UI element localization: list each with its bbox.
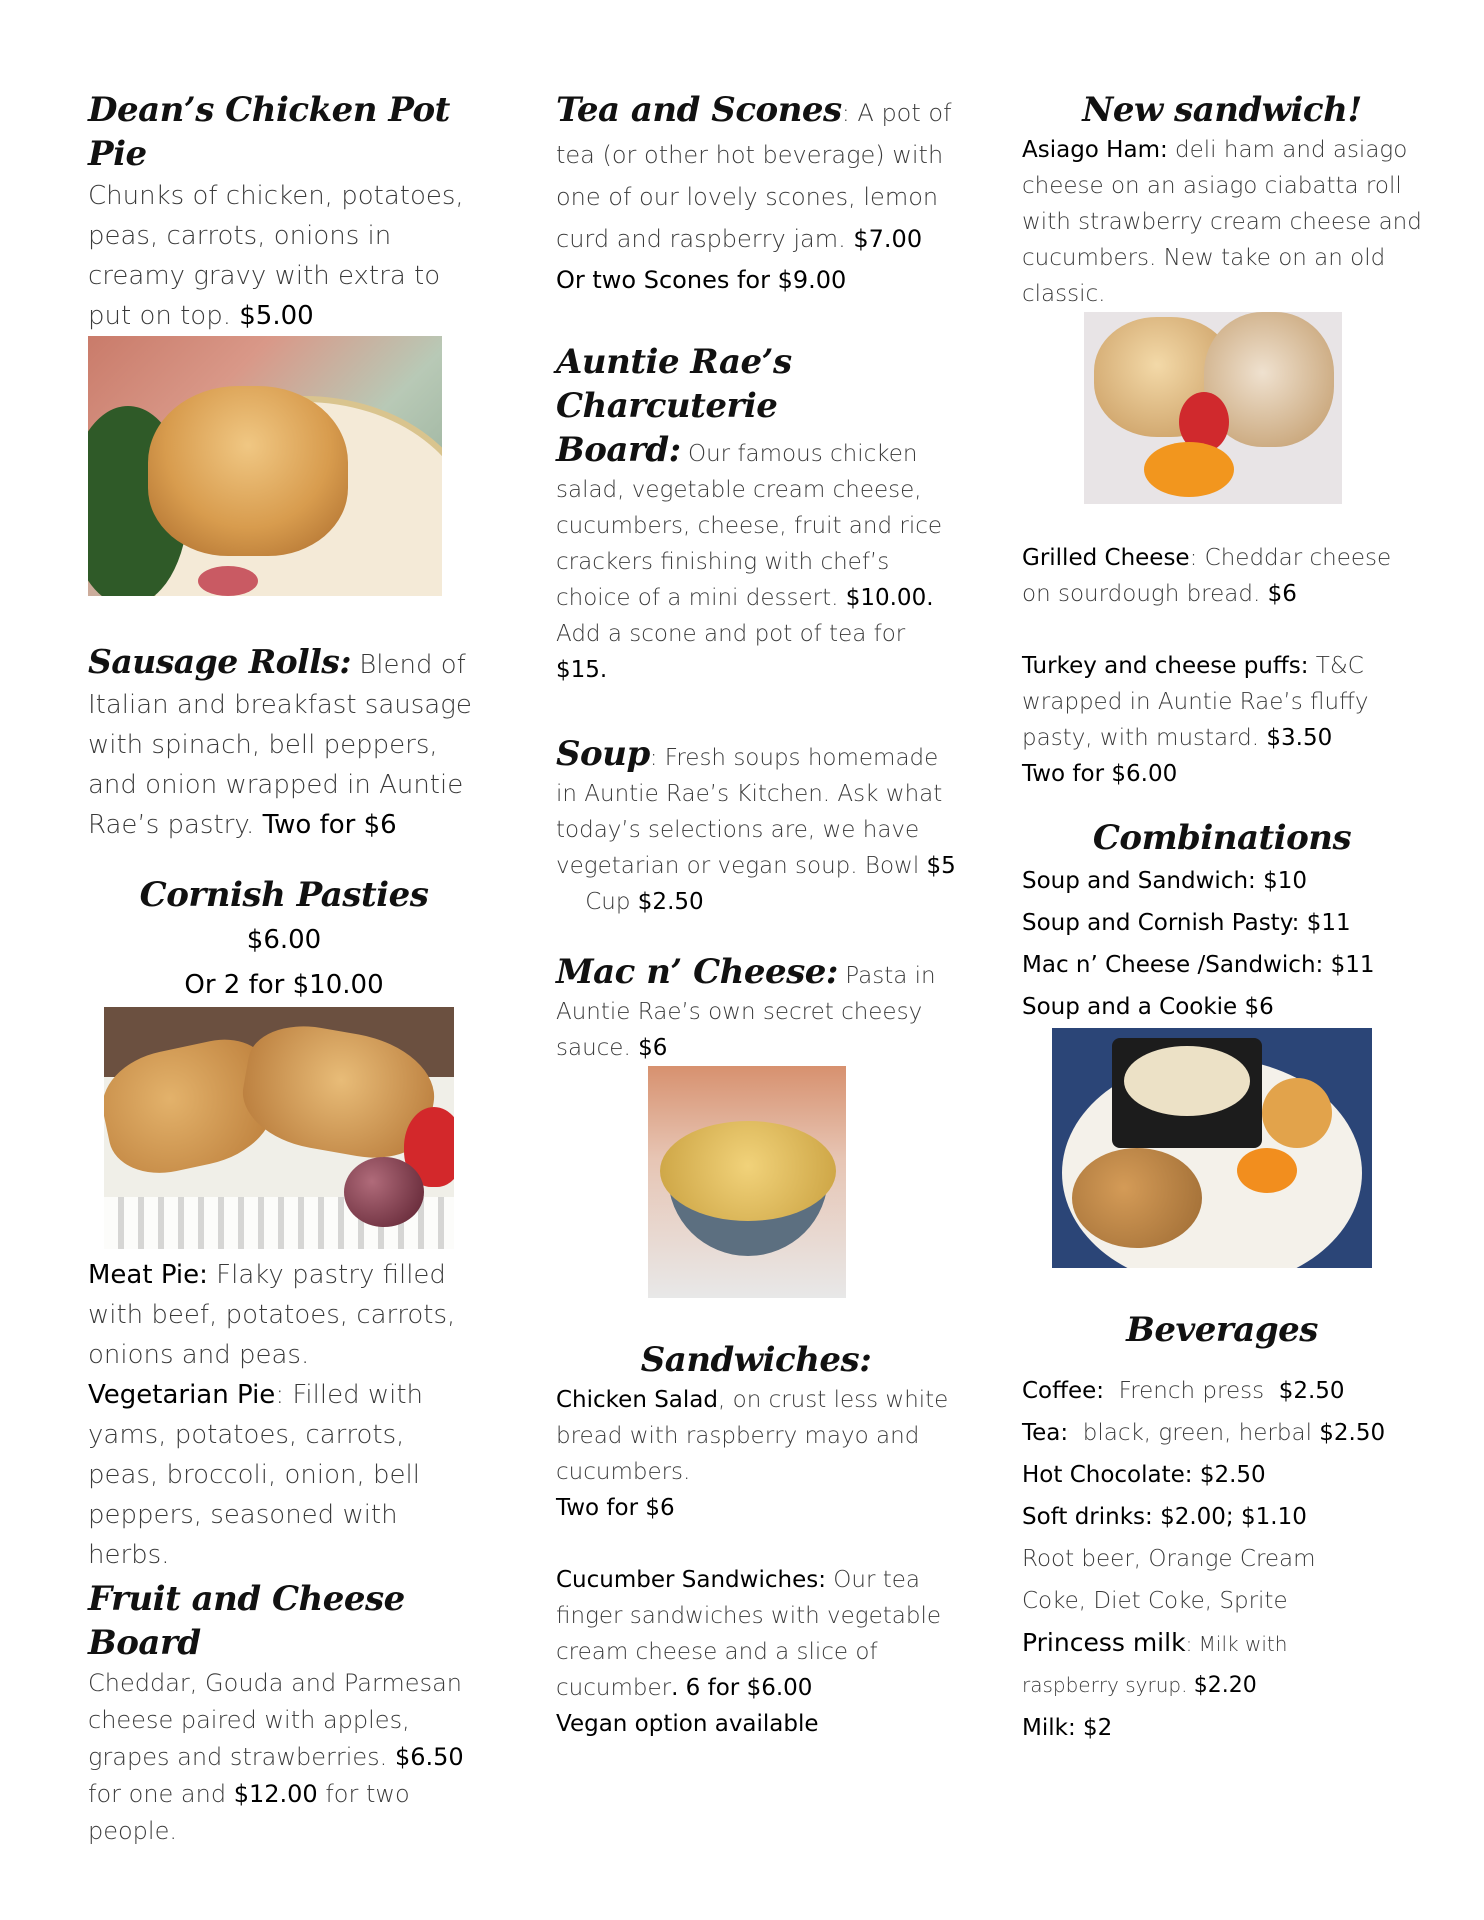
princess-milk-line: [1022, 1622, 1422, 1665]
sausage-price: Two for $6: [262, 810, 397, 840]
beverages-title: Beverages: [1126, 1310, 1318, 1350]
cornish-pasties-title: Cornish Pasties: [139, 875, 429, 915]
chicken-salad-name: Chicken Salad: [556, 1387, 718, 1413]
pot-pie-description: [88, 176, 480, 336]
pasta-shape: [660, 1121, 836, 1221]
cucumber-sandwich-name: Cucumber Sandwiches:: [556, 1567, 826, 1593]
soup-shape: [1124, 1046, 1250, 1116]
pot-pie-price: $5.00: [239, 301, 314, 331]
charcuterie-desc-2: Add a scone and pot of tea for: [556, 621, 906, 647]
combination-item: Mac n’ Cheese /Sandwich: $11: [1022, 952, 1375, 978]
column-1: [88, 88, 480, 1850]
cucumber-sandwich-price: . 6 for $6.00: [671, 1675, 813, 1701]
mac-cheese-title: Mac n’ Cheese:: [556, 952, 838, 992]
cucumber-sandwich-text: [556, 1562, 956, 1706]
cornish-pasty-photo: [104, 1007, 454, 1249]
princess-milk-name: Princess milk: [1022, 1628, 1186, 1657]
sausage-rolls-section: [88, 640, 480, 845]
princess-milk-desc: : Milk with: [1185, 1632, 1288, 1656]
combination-item: Soup and Cornish Pasty: $11: [1022, 910, 1351, 936]
asiago-ham-name: Asiago Ham:: [1022, 137, 1168, 163]
fruit-cheese-title: Fruit and Cheese Board: [88, 1579, 405, 1663]
orange-shape: [1237, 1148, 1297, 1193]
turkey-puffs-price-two: Two for $6.00: [1022, 761, 1178, 787]
grilled-cheese-price: $6: [1267, 581, 1297, 607]
milk-line: Milk: $2: [1022, 1715, 1113, 1741]
pot-pie-photo: [88, 336, 442, 596]
soft-drinks-line: [1022, 1496, 1422, 1538]
pot-pie-section: [88, 88, 480, 596]
mac-cheese-price: $6: [638, 1035, 668, 1061]
plate-flower-shape: [198, 566, 258, 596]
combination-item: Soup and Sandwich: $10: [1022, 868, 1307, 894]
tea-scones-text: [556, 88, 956, 260]
grilled-cheese-desc: : Cheddar cheese on sourdough bread.: [1022, 545, 1392, 607]
cookie-shape: [1072, 1148, 1202, 1248]
coffee-desc: French press: [1104, 1378, 1279, 1404]
turkey-puffs-name: Turkey and cheese puffs:: [1022, 653, 1309, 679]
sausage-rolls-title: Sausage Rolls:: [88, 642, 351, 681]
chicken-salad-text: [556, 1382, 956, 1490]
tea-scones-extra: Or two Scones for $9.00: [556, 266, 847, 294]
pot-pie-title: Dean’s Chicken Pot Pie: [88, 90, 450, 174]
soup-desc: : Fresh soups homemade in Auntie Rae’s Kitchen. Ask what today’s selections are, we have vegetarian or vegan soup. Bowl: [556, 745, 943, 879]
mac-cheese-photo: [648, 1066, 846, 1298]
meat-pie-text: [88, 1255, 480, 1375]
princess-milk-line-2: [1022, 1665, 1422, 1707]
soup-cup-label: Cup: [556, 889, 638, 915]
soup-text: [556, 732, 956, 920]
coffee-price: $2.50: [1278, 1378, 1345, 1404]
vegetarian-pie-text: [88, 1375, 480, 1575]
cornish-pasties-price: $6.00: [246, 925, 322, 955]
tea-scones-desc: : A pot of tea (or other hot beverage) with one of our lovely scones, lemon curd and raspberry jam.: [556, 99, 952, 253]
princess-milk-price: $2.20: [1193, 1673, 1257, 1698]
charcuterie-title: Auntie Rae’s Charcuterie: [556, 342, 792, 426]
tea-price: $2.50: [1319, 1420, 1386, 1446]
tea-desc: black, green, herbal: [1068, 1420, 1320, 1446]
sandwiches-title: Sandwiches:: [640, 1340, 872, 1380]
mac-cheese-desc: Pasta in Auntie Rae’s own secret cheesy sauce.: [556, 963, 936, 1061]
hot-chocolate-line: Hot Chocolate: $2.50: [1022, 1462, 1266, 1488]
charcuterie-price-2: $15.: [556, 657, 608, 683]
turkey-puffs-desc: T&C wrapped in Auntie Rae’s fluffy pasty, with mustard.: [1022, 653, 1369, 751]
fruit-cheese-desc-2: for one and: [88, 1780, 234, 1808]
chicken-salad-price: Two for $6: [556, 1495, 675, 1521]
muffin-shape: [1262, 1078, 1332, 1148]
soft-drinks-list: Root beer, Orange Cream: [1022, 1546, 1316, 1572]
orange-shape: [1144, 442, 1234, 497]
new-sandwich-title: New sandwich!: [1082, 90, 1362, 130]
meat-pie-desc: Flaky pastry filled with beef, potatoes, carrots, onions and peas.: [88, 1260, 456, 1370]
charcuterie-title-2: Board:: [556, 430, 681, 470]
cucumber-sandwich-desc: Our tea finger sandwiches with vegetable cream cheese and a slice of cucumber: [556, 1567, 941, 1701]
pie-crust-shape: [148, 386, 348, 556]
turkey-puffs-text: [1022, 648, 1422, 756]
grilled-cheese-name: Grilled Cheese: [1022, 545, 1190, 571]
soft-drinks-name: Soft drinks: [1022, 1504, 1146, 1530]
combination-photo: [1052, 1028, 1372, 1268]
sausage-desc-text: Blend of Italian and breakfast sausage with spinach, bell peppers, and onion wrapped in Auntie Rae’s pastry.: [88, 650, 472, 840]
fruit-cheese-desc-3: for two people.: [88, 1780, 410, 1845]
sausage-rolls-text: [88, 640, 480, 845]
grilled-cheese-text: [1022, 540, 1422, 612]
pot-pie-desc-text: Chunks of chicken, potatoes, peas, carrots, onions in creamy gravy with extra to put on top.: [88, 181, 464, 331]
fruit-cheese-price-two: $12.00: [233, 1780, 318, 1808]
charcuterie-desc: Our famous chicken salad, vegetable cream cheese, cucumbers, cheese, fruit and rice crackers finishing with chef’s choice of a mini dessert.: [556, 441, 943, 611]
tea-name: Tea:: [1022, 1420, 1069, 1446]
cornish-pasties-price-two: Or 2 for $10.00: [184, 970, 384, 1000]
asiago-ham-text: [1022, 132, 1422, 312]
meat-pie-title: Meat Pie:: [88, 1260, 208, 1290]
asiago-ham-photo: [1084, 312, 1342, 504]
asiago-ham-desc: deli ham and asiago cheese on an asiago ciabatta roll with strawberry cream cheese and cucumbers. New take on an old classic.: [1022, 137, 1422, 307]
combination-item: Soup and a Cookie $6: [1022, 994, 1274, 1020]
tea-line: [1022, 1412, 1422, 1454]
princess-milk-desc-2: raspberry syrup.: [1022, 1673, 1194, 1697]
soup-title: Soup: [556, 734, 650, 774]
mac-cheese-text: [556, 950, 956, 1066]
tea-scones-price: $7.00: [853, 225, 923, 253]
combinations-title: Combinations: [1092, 818, 1352, 858]
grape-shape: [344, 1157, 424, 1227]
coffee-line: [1022, 1370, 1422, 1412]
cornish-pasties-section: [88, 873, 480, 1007]
vegetarian-pie-title: Vegetarian Pie: [88, 1380, 276, 1410]
column-3: [1022, 88, 1422, 1749]
column-2: [556, 88, 956, 1742]
fruit-cheese-desc: Cheddar, Gouda and Parmesan cheese paired with apples, grapes and strawberries.: [88, 1669, 462, 1771]
vegan-option: Vegan option available: [556, 1711, 819, 1737]
tea-scones-title: Tea and Scones: [556, 90, 842, 130]
fruit-cheese-price-one: $6.50: [394, 1743, 464, 1771]
chicken-salad-desc: , on crust less white bread with raspberry mayo and cucumbers.: [556, 1387, 949, 1485]
coffee-name: Coffee:: [1022, 1378, 1105, 1404]
soup-cup-price: $2.50: [637, 889, 704, 915]
soft-drinks-list-2: Coke, Diet Coke, Sprite: [1022, 1588, 1288, 1614]
fruit-cheese-text: [88, 1665, 480, 1850]
soup-bowl-price: $5: [926, 853, 956, 879]
soft-drinks-price: : $2.00; $1.10: [1145, 1504, 1307, 1530]
charcuterie-price: $10.00.: [845, 585, 934, 611]
charcuterie-text: [556, 428, 956, 688]
vegetarian-pie-desc: : Filled with yams, potatoes, carrots, peas, broccoli, onion, bell peppers, seasoned with herbs.: [88, 1380, 423, 1570]
turkey-puffs-price: $3.50: [1266, 725, 1333, 751]
